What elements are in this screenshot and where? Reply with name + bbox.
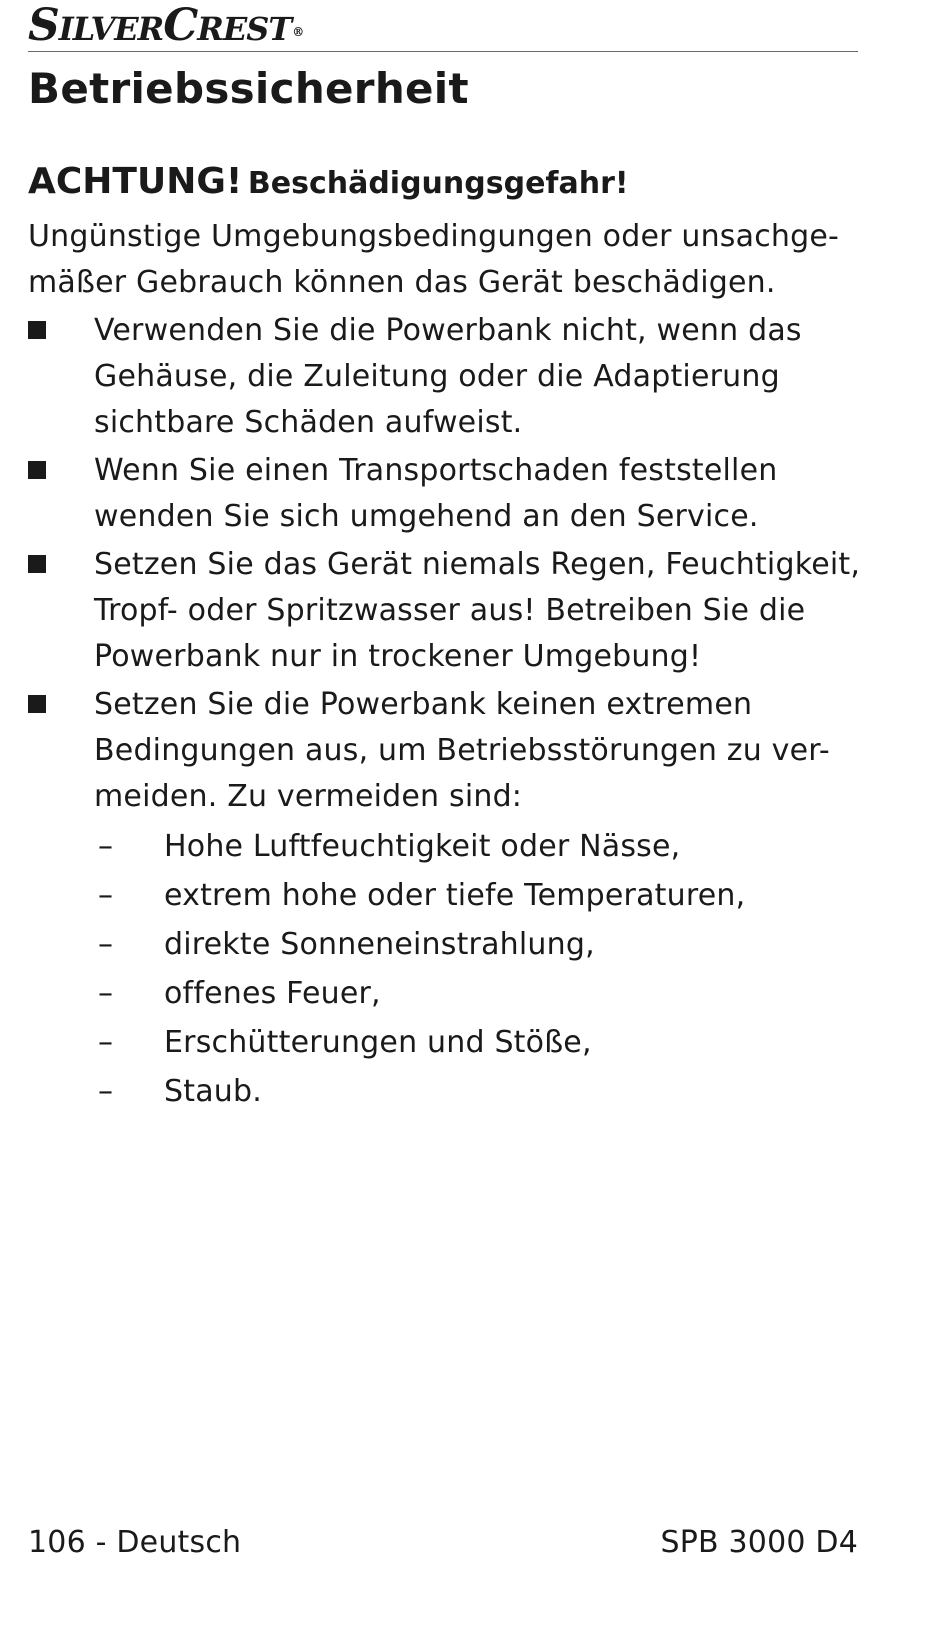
bullet-line: wenden Sie sich umgehend an den Service. — [94, 499, 759, 534]
dash-list-item — [94, 969, 888, 1018]
bullet-line: meiden. Zu vermeiden sind: — [94, 779, 523, 814]
dash-item-text: direkte Sonneneinstrahlung, — [164, 927, 595, 962]
dash-item-text: Erschütterungen und Stöße, — [164, 1025, 592, 1060]
bullet-line: Gehäuse, die Zuleitung oder die Adaptierung — [94, 359, 780, 394]
dash-bullet-icon: – — [98, 829, 114, 864]
bullet-item — [28, 308, 888, 446]
square-bullet-icon — [28, 321, 46, 339]
intro-line: Ungünstige Umgebungsbedingungen oder unsachge- — [28, 219, 840, 254]
bullet-line: Setzen Sie die Powerbank keinen extremen — [94, 687, 753, 722]
bullet-line: sichtbare Schäden aufweist. — [94, 405, 523, 440]
brand-logo — [28, 2, 303, 53]
dash-list-item — [94, 822, 888, 871]
dash-list-item — [94, 1067, 888, 1116]
bullet-item — [28, 542, 888, 680]
dash-list-item — [94, 920, 888, 969]
brand-logo-text: SILVERCREST — [28, 0, 292, 51]
header-divider — [28, 51, 858, 52]
dash-item-text: Staub. — [164, 1074, 262, 1109]
intro-paragraph — [28, 214, 858, 306]
square-bullet-icon — [28, 461, 46, 479]
dash-item-text: Hohe Luftfeuchtigkeit oder Nässe, — [164, 829, 681, 864]
avoid-conditions-list — [94, 822, 888, 1116]
bullet-item — [28, 448, 888, 540]
warning-heading — [28, 160, 629, 210]
dash-bullet-icon: – — [98, 1025, 114, 1060]
dash-bullet-icon: – — [98, 1074, 114, 1109]
dash-list-item — [94, 871, 888, 920]
bullet-line: Wenn Sie einen Transportschaden feststellen — [94, 453, 778, 488]
bullet-line: Powerbank nur in trockener Umgebung! — [94, 639, 702, 674]
safety-bullet-list — [28, 308, 888, 1118]
dash-item-text: offenes Feuer, — [164, 976, 381, 1011]
bullet-line: Setzen Sie das Gerät niemals Regen, Feuchtigkeit, — [94, 547, 861, 582]
bullet-line: Bedingungen aus, um Betriebsstörungen zu ver- — [94, 733, 830, 768]
page-number-label: 106 - Deutsch — [28, 1525, 242, 1560]
section-title: Betriebssicherheit — [28, 64, 469, 113]
square-bullet-icon — [28, 695, 46, 713]
square-bullet-icon — [28, 555, 46, 573]
dash-bullet-icon: – — [98, 878, 114, 913]
warning-hazard: Beschädigungsgefahr! — [247, 166, 629, 201]
dash-bullet-icon: – — [98, 976, 114, 1011]
intro-line: mäßer Gebrauch können das Gerät beschädigen. — [28, 265, 776, 300]
bullet-line: Verwenden Sie die Powerbank nicht, wenn das — [94, 313, 802, 348]
bullet-item — [28, 682, 888, 1116]
bullet-line: Tropf- oder Spritzwasser aus! Betreiben Sie die — [94, 593, 806, 628]
model-number: SPB 3000 D4 — [660, 1525, 858, 1560]
manual-page — [28, 0, 861, 1639]
dash-item-text: extrem hohe oder tiefe Temperaturen, — [164, 878, 746, 913]
warning-signal-word: ACHTUNG! — [28, 161, 243, 202]
dash-bullet-icon: – — [98, 927, 114, 962]
registered-mark: ® — [292, 25, 304, 39]
dash-list-item — [94, 1018, 888, 1067]
